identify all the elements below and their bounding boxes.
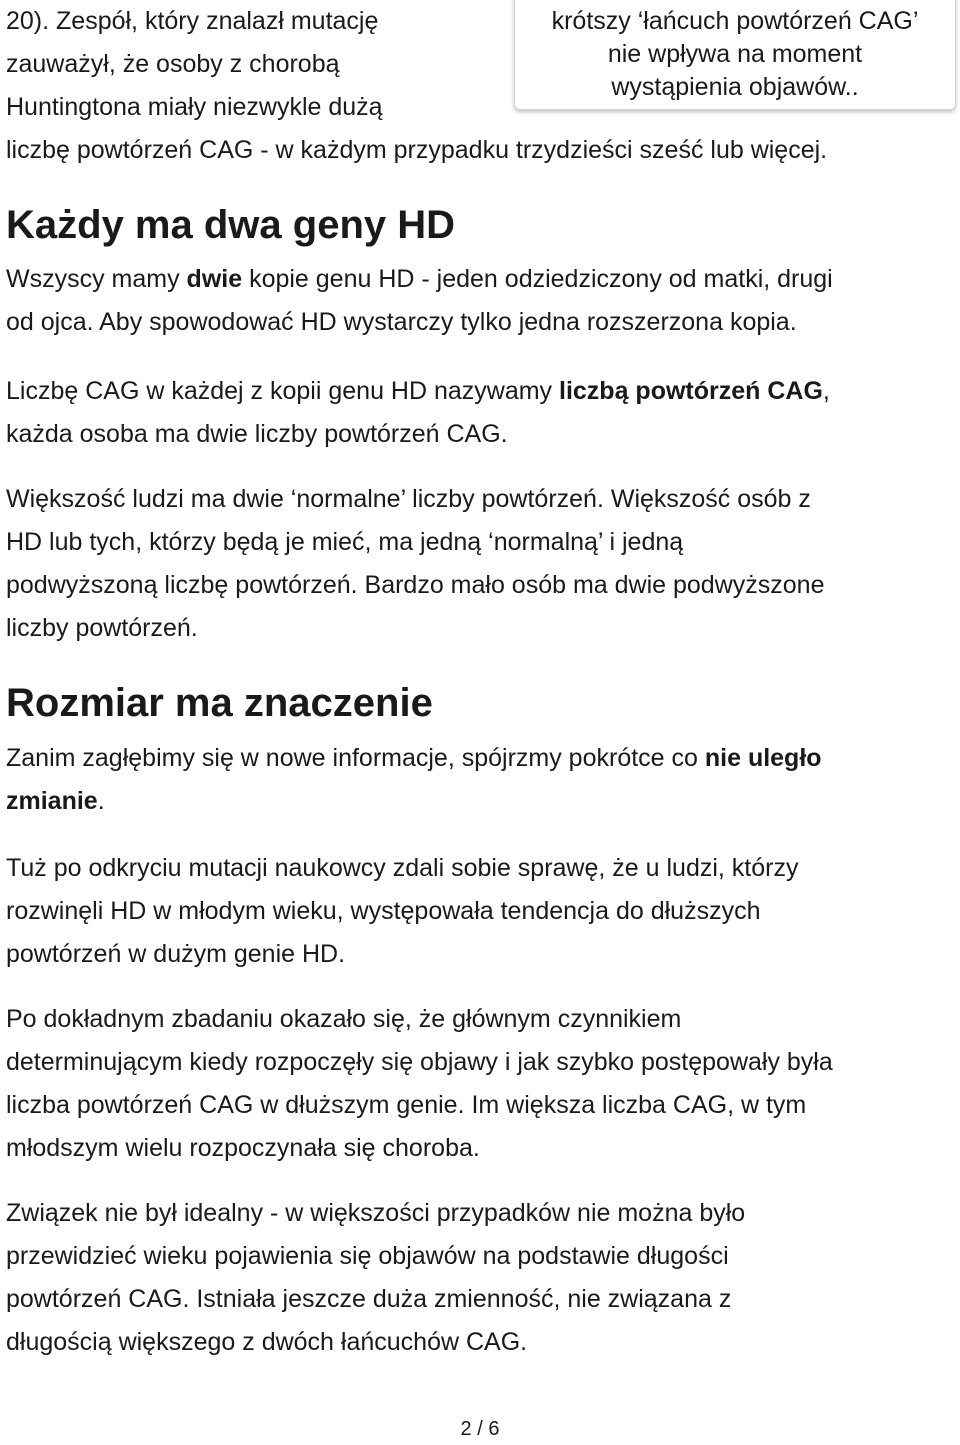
paragraph-odkrycie-mutacji [6,847,956,976]
bold-text: liczbą powtórzeń CAG [559,377,823,405]
text-line [6,370,956,413]
text-line: powtórzeń CAG. Istniała jeszcze duża zmienność, nie związana z [6,1285,732,1313]
callout-line: nie wpływa na moment [607,40,863,68]
text-line: podwyższoną liczbę powtórzeń. Bardzo mało osób ma dwie podwyższone [6,571,825,599]
callout-line: krótszy ‘łańcuch powtórzeń CAG’ [551,7,919,35]
text-line: długością większego z dwóch łańcuchów CAG. [6,1328,528,1356]
text-line: przewidzieć wieku pojawienia się objawów na podstawie długości [6,1242,729,1270]
text-line: Większość ludzi ma dwie ‘normalne’ liczby powtórzeń. Większość osób z [6,485,811,513]
bold-text: dwie [186,265,243,293]
section-heading-rozmiar-ma-znaczenie: Rozmiar ma znaczenie [6,681,433,725]
paragraph-wiekszosc-ludzi [6,478,956,650]
paragraph-nie-uleglo-zmianie [6,737,956,823]
text-run: Wszyscy mamy [6,265,187,293]
text-run: Liczbę CAG w każdej z kopii genu HD nazywamy [6,377,560,405]
text-run: , [822,377,830,405]
paragraph-liczba-powtorzen [6,370,956,456]
text-line: Po dokładnym zbadaniu okazało się, że głównym czynnikiem [6,1005,682,1033]
text-line: determinującym kiedy rozpoczęły się objawy i jak szybko postępowały była [6,1048,833,1076]
bold-text: zmianie [6,787,98,815]
page-number: 2 / 6 [460,1418,500,1440]
text-line [6,737,956,780]
text-line: 20). Zespół, który znalazł mutację [6,7,379,35]
paragraph-glowny-czynnik [6,998,956,1170]
bold-text: nie uległo [704,744,822,772]
section-heading-kazdy-ma-dwa-geny: Każdy ma dwa geny HD [6,203,456,247]
text-line: liczba powtórzeń CAG w dłuższym genie. Im większa liczba CAG, w tym [6,1091,807,1119]
pull-quote-callout [514,0,956,110]
text-line: każda osoba ma dwie liczby powtórzeń CAG. [6,420,508,448]
text-line: liczbę powtórzeń CAG - w każdym przypadku trzydzieści sześć lub więcej. [6,136,828,164]
text-line: od ojca. Aby spowodować HD wystarczy tylko jedna rozszerzona kopia. [6,308,797,336]
paragraph-zwiazek-nie-idealny [6,1192,956,1364]
text-line: Związek nie był idealny - w większości przypadków nie można było [6,1199,746,1227]
text-run: . [97,787,105,815]
text-line: powtórzeń w dużym genie HD. [6,940,346,968]
text-line: HD lub tych, którzy będą je mieć, ma jedną ‘normalną’ i jedną [6,528,684,556]
paragraph-dwie-kopie [6,258,956,344]
text-line [6,258,956,301]
text-line: liczby powtórzeń. [6,614,198,642]
text-line [6,780,956,823]
text-run: kopie genu HD - jeden odziedziczony od matki, drugi [242,265,833,293]
text-line: młodszym wielu rozpoczynała się choroba. [6,1134,480,1162]
text-line: zauważył, że osoby z chorobą [6,50,340,78]
callout-line: wystąpienia objawów.. [611,73,859,101]
text-line: Tuż po odkryciu mutacji naukowcy zdali sobie sprawę, że u ludzi, którzy [6,854,799,882]
text-line: rozwinęli HD w młodym wieku, występowała tendencja do dłuższych [6,897,761,925]
text-line: Huntingtona miały niezwykle dużą [6,93,383,121]
text-run: Zanim zagłębimy się w nowe informacje, spójrzmy pokrótce co [6,744,705,772]
